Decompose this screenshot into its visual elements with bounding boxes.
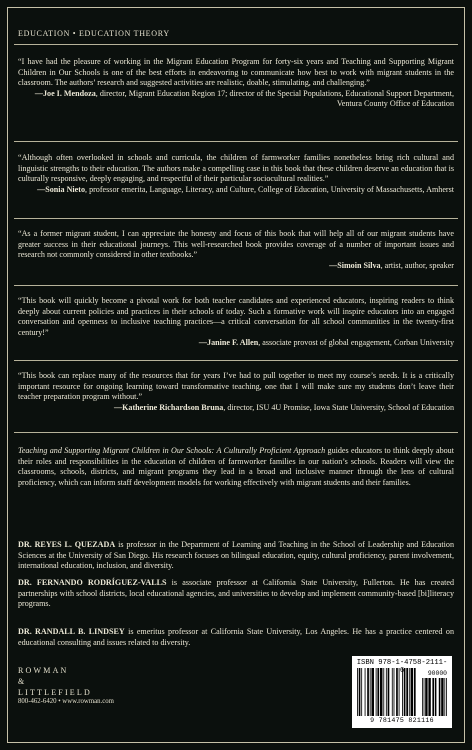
publisher-name-line1: ROWMAN (18, 666, 69, 675)
publisher-name-line2: LITTLEFIELD (18, 688, 92, 697)
blurb-affiliation: , artist, author, speaker (380, 260, 454, 270)
description-text: guides educators to think deeply about their roles and responsibilities in the education of children of farmworker families in our nation’s schools. Readers will view the classrooms, schools, districts, and migrant programs they lead in a broad and inclusive manner through the lens of cultural proficiency, which can inform staff development models for working effectively with migrant students and their families. (18, 446, 454, 487)
blurb-text: “This book can replace many of the resources that for years I’ve had to pull together to meet my course’s needs. It is a critically important resource for ongoing learning toward transformative teaching, one that I will make sure my students don’t leave their teacher preparation program without.” (18, 371, 454, 402)
author-bio-text: is emeritus professor at California State University, Los Angeles. He has a practice centered on educational consulting and issues related to diversity. (18, 627, 454, 647)
blurb-1 (18, 57, 454, 110)
blurb-author: —Joe I. Mendoza (34, 88, 96, 98)
publisher-contact: 800-462-6420 • www.rowman.com (18, 698, 114, 705)
book-description (18, 446, 454, 488)
blurb-affiliation: , director, Migrant Education Region 17; director of the Special Populations, Educational Support Department, Ventura County Office of Education (95, 88, 454, 109)
price-code: 90000 (427, 670, 447, 677)
category-label: EDUCATION • EDUCATION THEORY (18, 29, 170, 38)
blurb-attribution (18, 338, 454, 349)
blurb-affiliation: , director, ISU 4U Promise, Iowa State University, School of Education (223, 402, 454, 412)
blurb-2 (18, 153, 454, 195)
divider (14, 285, 458, 286)
author-bio-3 (18, 627, 454, 648)
blurb-attribution (18, 89, 454, 110)
author-bio-text: is professor in the Department of Learning and Teaching in the School of Leadership and Education Sciences at the University of San Diego. His research focuses on bilingual education, equity, cultural proficiency, parent involvement, international education, inclusion, and diversity. (18, 540, 454, 571)
author-name: DR. RANDALL B. LINDSEY (18, 627, 125, 636)
divider (14, 218, 458, 219)
divider (14, 141, 458, 142)
blurb-author: —Janine F. Allen (198, 338, 259, 348)
blurb-affiliation: , associate provost of global engagement, Corban University (258, 338, 454, 348)
blurb-author: —Sonia Nieto (37, 184, 86, 194)
blurb-4 (18, 296, 454, 349)
blurb-text: “I have had the pleasure of working in the Migrant Education Program for forty-six years and Teaching and Supporting Migrant Children in Our Schools is one of the best efforts in endeavoring to communicate how best to work with migrant students in the classroom. The authors’ research and suggested activities are realistic, doable, stimulating, and challenging.” (18, 57, 454, 88)
author-name: DR. REYES L. QUEZADA (18, 540, 116, 549)
divider (14, 432, 458, 433)
author-bio-2 (18, 578, 454, 610)
blurb-affiliation: , professor emerita, Language, Literacy, and Culture, College of Education, University of Massachusetts, Amherst (85, 184, 454, 194)
blurb-author: —Simoin Silva (329, 260, 381, 270)
divider (14, 44, 458, 45)
ean-digits: 9 781475 821116 (370, 717, 434, 724)
isbn-label: ISBN 978-1-4758-2111-6 (356, 659, 448, 675)
publisher-ampersand: & (18, 677, 25, 686)
blurb-3 (18, 229, 454, 271)
blurb-text: “This book will quickly become a pivotal work for both teacher candidates and experienced educators, inspiring readers to think deeply about current policies and practices in their schools of today. Such a formative work will inspire educators into an engaged conversation and openness to inclusive teaching practices—a critical conversation for all school communities in the twenty-first century!” (18, 296, 454, 337)
author-bio-text: is associate professor at California State University, Fullerton. He has created partnerships with school districts, local educational agencies, and universities to develop and implement community-based [bi]literacy programs. (18, 578, 454, 609)
divider (14, 360, 458, 361)
publisher-logo (18, 665, 92, 698)
blurb-5 (18, 371, 454, 413)
author-bio-1 (18, 540, 454, 572)
blurb-author: —Katherine Richardson Bruna (114, 402, 224, 412)
blurb-text: “As a former migrant student, I can appreciate the honesty and focus of this book that will help all of our migrant students have greater success in their educational journeys. This well-researched book provides coverage of a number of important issues and research not commonly considered in other textbooks.” (18, 229, 454, 260)
book-title: Teaching and Supporting Migrant Children in Our Schools: A Culturally Proficient Approach (18, 446, 326, 455)
blurb-attribution (18, 403, 454, 414)
blurb-attribution (18, 185, 454, 196)
blurb-text: “Although often overlooked in schools and curricula, the children of farmworker families nonetheless bring rich cultural and linguistic strengths to their education. The authors make a compelling case in this book that these children deserve an education that is culturally responsive, deeply engaging, and respectful of their particular sociocultural realities.” (18, 153, 454, 184)
barcode (352, 656, 452, 728)
blurb-attribution (18, 261, 454, 272)
author-name: DR. FERNANDO RODRÍGUEZ-VALLS (18, 578, 167, 587)
